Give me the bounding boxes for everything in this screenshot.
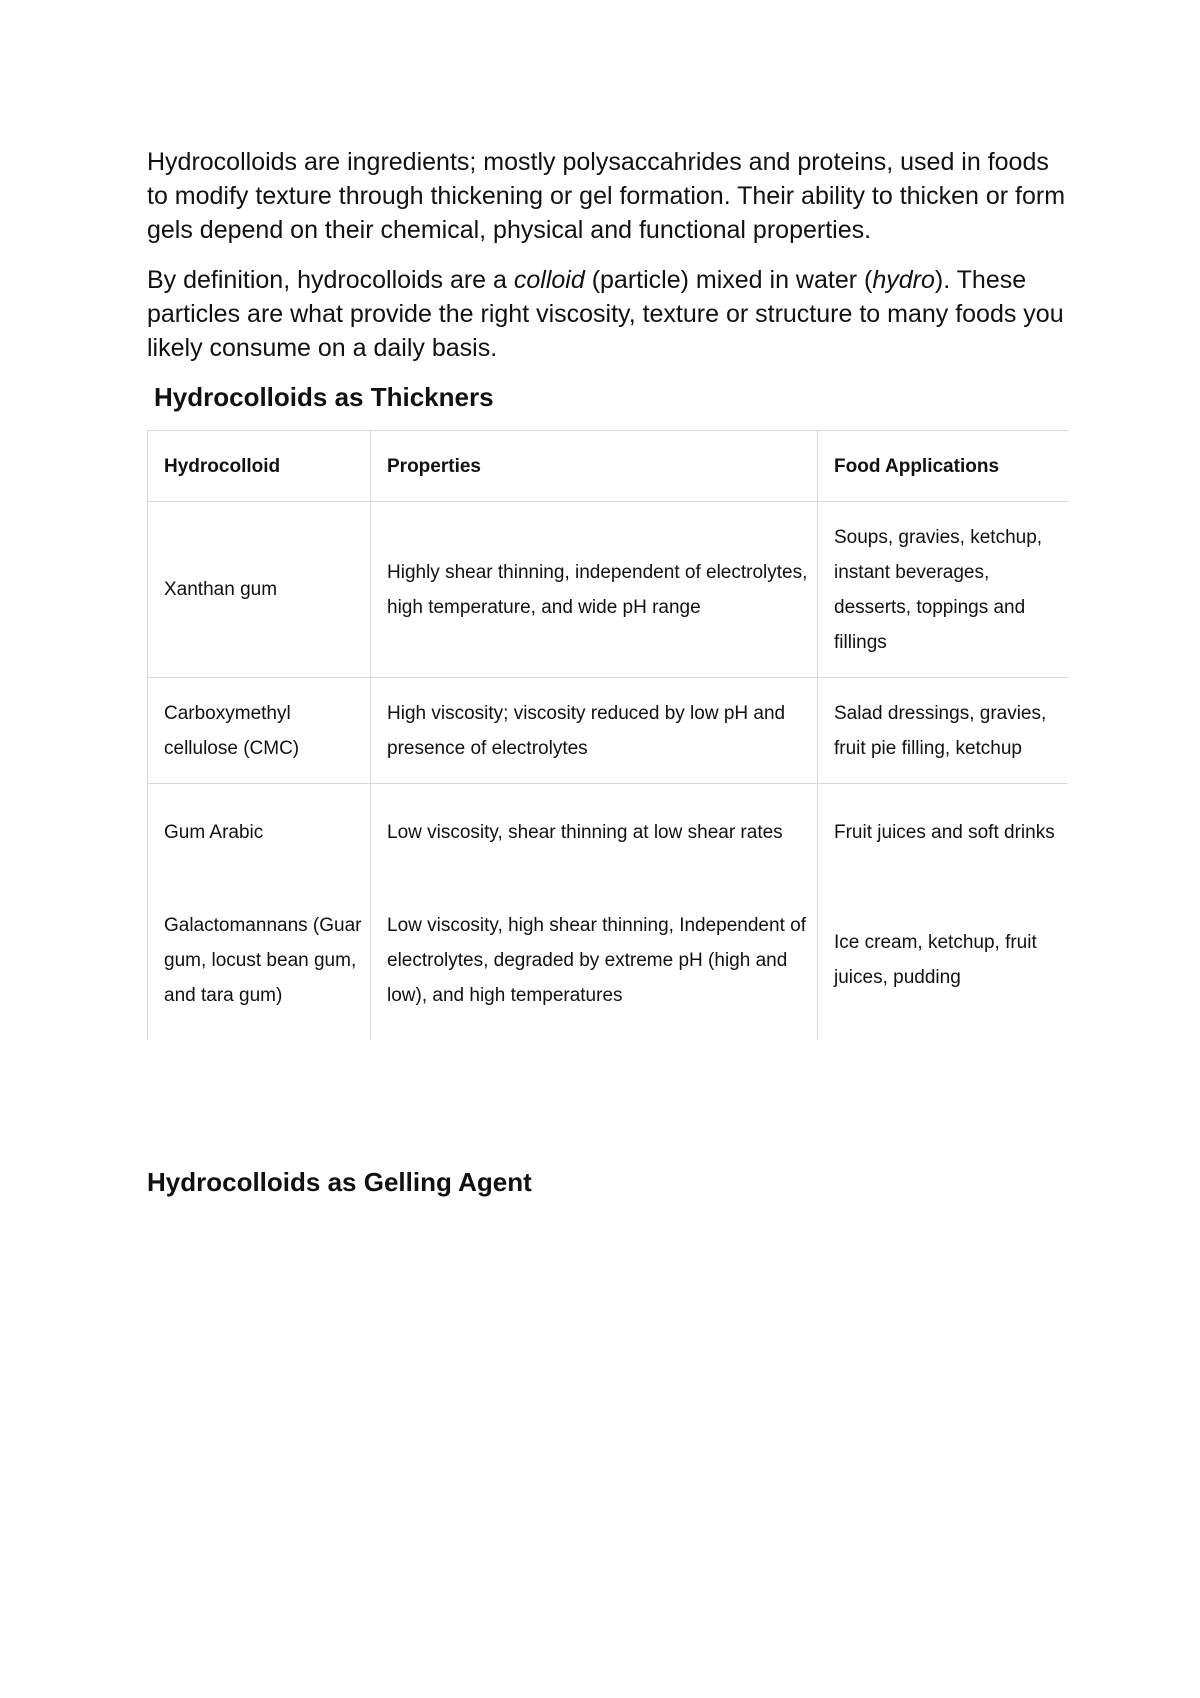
intro-paragraph-2 xyxy=(147,263,1067,365)
column-header-hydrocolloid: Hydrocolloid xyxy=(148,431,371,502)
table-row xyxy=(148,678,1068,784)
intro-term-hydro: hydro xyxy=(872,266,935,294)
intro-term-colloid: colloid xyxy=(513,266,585,294)
gelling-heading: Hydrocolloids as Gelling Agent xyxy=(147,1167,532,1197)
cell-properties: Highly shear thinning, independent of electrolytes, high temperature, and wide pH range xyxy=(371,502,818,678)
column-header-food-applications: Food Applications xyxy=(818,431,1068,502)
intro-paragraph-2-text-a: By definition, hydrocolloids are a xyxy=(147,266,514,294)
thickeners-heading: Hydrocolloids as Thickners xyxy=(154,382,494,412)
cell-applications: Ice cream, ketchup, fruit juices, pudding xyxy=(818,880,1068,1040)
cell-hydrocolloid: Xanthan gum xyxy=(148,502,371,678)
cell-hydrocolloid: Carboxymethyl cellulose (CMC) xyxy=(148,678,371,784)
document-body xyxy=(147,145,1067,1040)
thickeners-table xyxy=(147,430,1068,1040)
cell-applications: Soups, gravies, ketchup, instant beverages, desserts, toppings and fillings xyxy=(818,502,1068,678)
intro-paragraph-1: Hydrocolloids are ingredients; mostly polysaccahrides and proteins, used in foods to modify texture through thickening or gel formation. Their ability to thicken or form gels depend on their chemical, physical and functional properties. xyxy=(147,148,1066,244)
cell-hydrocolloid: Galactomannans (Guar gum, locust bean gum, and tara gum) xyxy=(148,880,371,1040)
cell-applications: Salad dressings, gravies, fruit pie filling, ketchup xyxy=(818,678,1068,784)
table-row xyxy=(148,784,1068,881)
column-header-properties: Properties xyxy=(371,431,818,502)
table-row xyxy=(148,502,1068,678)
cell-properties: High viscosity; viscosity reduced by low pH and presence of electrolytes xyxy=(371,678,818,784)
cell-hydrocolloid: Gum Arabic xyxy=(148,784,371,881)
cell-properties: Low viscosity, shear thinning at low shear rates xyxy=(371,784,818,881)
table-header-row xyxy=(148,431,1068,502)
table-row xyxy=(148,880,1068,1040)
intro-paragraph-2-text-c: ). These particles are what provide the right viscosity, texture or structure to many foods you likely consume on a daily basis. xyxy=(147,266,1064,362)
cell-applications: Fruit juices and soft drinks xyxy=(818,784,1068,881)
intro-paragraph-2-text-b: (particle) mixed in water ( xyxy=(584,266,873,294)
cell-properties: Low viscosity, high shear thinning, Independent of electrolytes, degraded by extreme pH (high and low), and high temperatures xyxy=(371,880,818,1040)
